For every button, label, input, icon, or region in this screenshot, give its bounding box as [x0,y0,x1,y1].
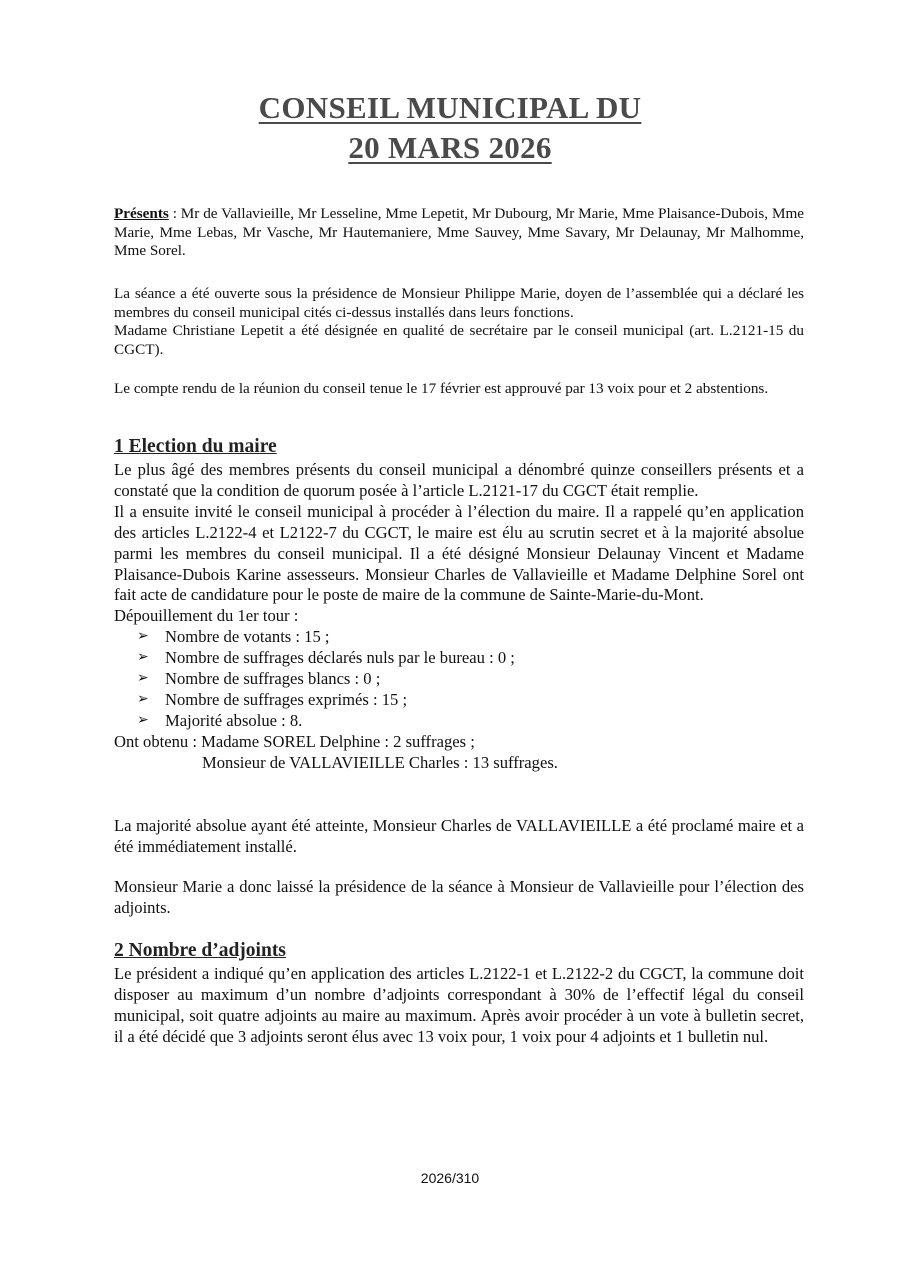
presents-paragraph [114,205,804,261]
mayor-proclaimed-paragraph: La majorité absolue ayant été atteinte, Monsieur Charles de VALLAVIEILLE a été proclamé maire et a été immédiatement installé. [114,816,804,856]
adjoints-paragraph: Le président a indiqué qu’en application des articles L.2122-1 et L.2122-2 du CGCT, la commune doit disposer au maximum d’un nombre d’adjoints correspondant à 30% de l’effectif légal du conseil municipal, soit quatre adjoints au maire au maximum. Après avoir procéder à un vote à bulletin secret, il a été décidé que 3 adjoints seront élus avec 13 voix pour, 1 voix pour 4 adjoints et 1 bulletin nul. [114,964,804,1046]
opening-text: La séance a été ouverte sous la présidence de Monsieur Philippe Marie, doyen de l’assemblée qui a déclaré les membres du conseil municipal cités ci-dessus installés dans leurs fonctions. [114,285,804,321]
obtained-votes-line1: Ont obtenu : Madame SOREL Delphine : 2 suffrages ; [114,731,475,751]
minutes-approval-paragraph: Le compte rendu de la réunion du conseil tenue le 17 février est approuvé par 13 voix pour et 2 abstentions. [114,380,769,397]
section1-body [114,460,804,774]
arrow-bullet-icon: ➢ [137,671,149,687]
arrow-bullet-icon: ➢ [137,691,149,707]
section-heading-election-maire: 1 Election du maire [114,436,277,457]
presents-list: : Mr de Vallavieille, Mr Lesseline, Mme Lepetit, Mr Dubourg, Mr Marie, Mme Plaisance-Dubois, Mme Marie, Mme Lebas, Mr Vasche, Mr Hautemaniere, Mme Sauvey, Mme Savary, Mr Delaunay, Mr Malhomme, Mme Sorel. [114,205,804,260]
opening-paragraph [114,285,804,359]
depouillement-label: Dépouillement du 1er tour : [114,606,299,626]
quorum-paragraph: Le plus âgé des membres présents du conseil municipal a dénombré quinze conseillers présents et a constaté que la condition de quorum posée à l’article L.2121-17 du CGCT était remplie. [114,460,804,500]
presidence-transfer-paragraph: Monsieur Marie a donc laissé la présidence de la séance à Monsieur de Vallavieille pour l’élection des adjoints. [114,877,804,917]
list-item: ➢ Nombre de votants : 15 ; [137,627,330,647]
vote-results-list [114,627,804,732]
page-title-line1: CONSEIL MUNICIPAL DU [258,90,642,125]
list-item: ➢ Nombre de suffrages exprimés : 15 ; [137,689,408,709]
arrow-bullet-icon: ➢ [137,712,149,728]
list-item: ➢ Majorité absolue : 8. [137,710,303,730]
election-procedure-paragraph: Il a ensuite invité le conseil municipal à procéder à l’élection du maire. Il a rappelé qu’en application des articles L.2122-4 et L2122-7 du CGCT, le maire est élu au scrutin secret et à la majorité absolue parmi les membres du conseil municipal. Il a été désigné Monsieur Delaunay Vincent et Madame Plaisance-Dubois Karine assesseurs. Monsieur Charles de Vallavieille et Madame Delphine Sorel ont fait acte de candidature pour le poste de maire de la commune de Sainte-Marie-du-Mont. [114,501,804,605]
secretary-text: Madame Christiane Lepetit a été désignée en qualité de secrétaire par le conseil municipal (art. L.2121-15 du CGCT). [114,322,804,358]
arrow-bullet-icon: ➢ [137,629,149,645]
page-number: 2026/310 [420,1170,480,1186]
list-item: ➢ Nombre de suffrages blancs : 0 ; [137,669,381,689]
list-item: ➢ Nombre de suffrages déclarés nuls par le bureau : 0 ; [137,648,515,668]
obtained-votes-line2: Monsieur de VALLAVIEILLE Charles : 13 suffrages. [202,752,558,772]
arrow-bullet-icon: ➢ [137,650,149,666]
page-title-line2: 20 MARS 2026 [348,130,552,165]
presents-label: Présents [114,205,169,222]
section-heading-nombre-adjoints: 2 Nombre d’adjoints [114,940,286,961]
